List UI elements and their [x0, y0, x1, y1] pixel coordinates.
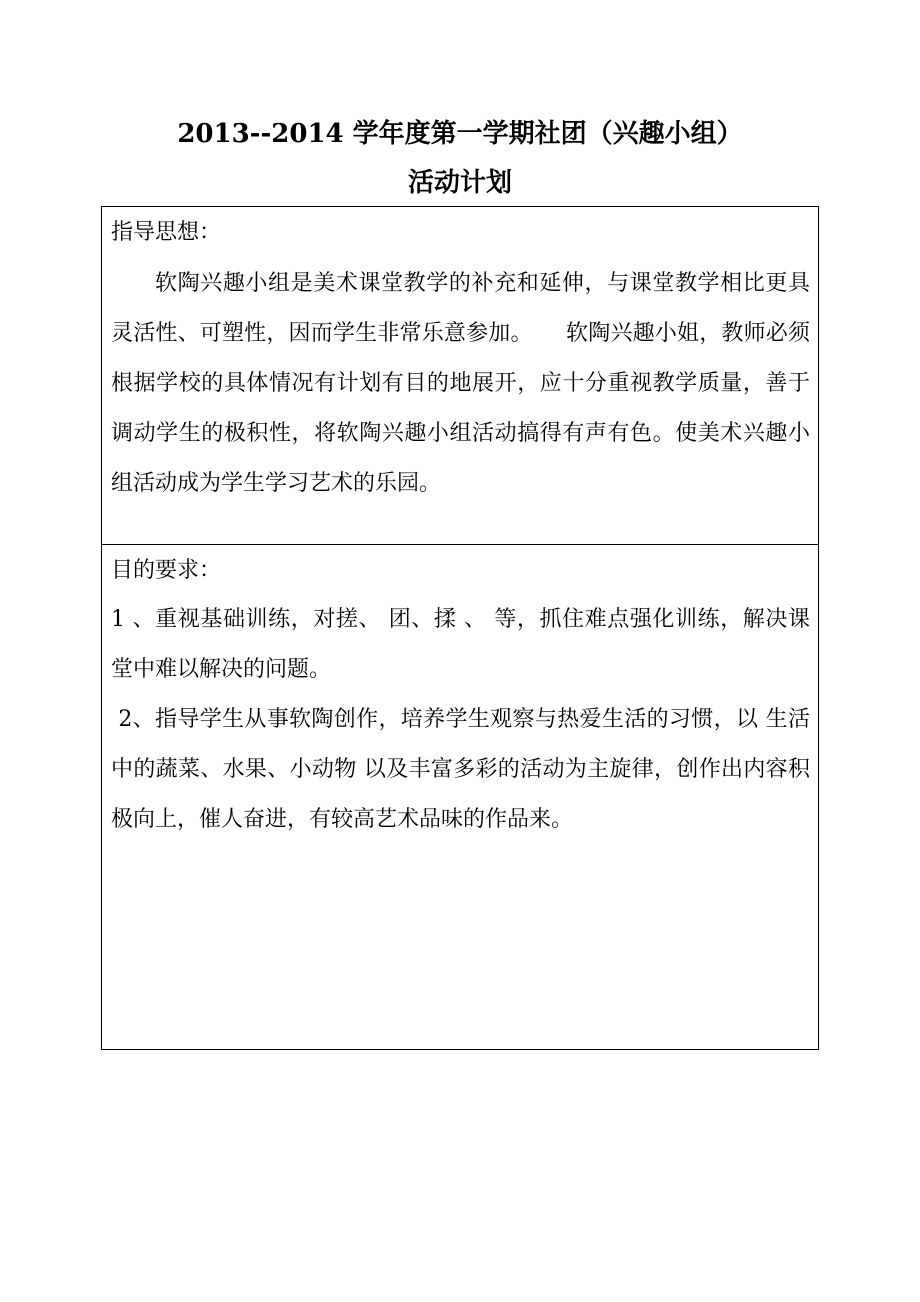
guiding-thought-paragraph: 软陶兴趣小组是美术课堂教学的补充和延伸，与课堂教学相比更具灵活性、可塑性，因而学生非常乐意参加。 软陶兴趣小姐，教师必须根据学校的具体情况有计划有目的地展开，应十分重视教学质量，善于调动学生的极积性，将软陶兴趣小组活动搞得有声有色。使美术兴趣小组活动成为学生学习艺术的乐园。	[111, 271, 810, 496]
goals-heading: 目的要求：	[111, 558, 222, 583]
goal-item-1: 1 、重视基础训练，对搓、 团、揉 、 等，抓住难点强化训练，解决课堂中难以解决的问题。	[111, 607, 810, 682]
document-subtitle: 活动计划	[407, 168, 512, 198]
activity-plan-table	[101, 206, 819, 1050]
document-title: 2013--2014 学年度第一学期社团（兴趣小组）	[177, 119, 743, 149]
guiding-thought-heading: 指导思想：	[111, 220, 222, 245]
goals-section	[102, 545, 818, 1049]
goal-item-2: 2、指导学生从事软陶创作，培养学生观察与热爱生活的习惯，以 生活中的蔬菜、水果、小动物 以及丰富多彩的活动为主旋律，创作出内容积极向上，催人奋进，有较高艺术品味的作品来。	[111, 707, 810, 832]
guiding-thought-section	[102, 207, 818, 545]
